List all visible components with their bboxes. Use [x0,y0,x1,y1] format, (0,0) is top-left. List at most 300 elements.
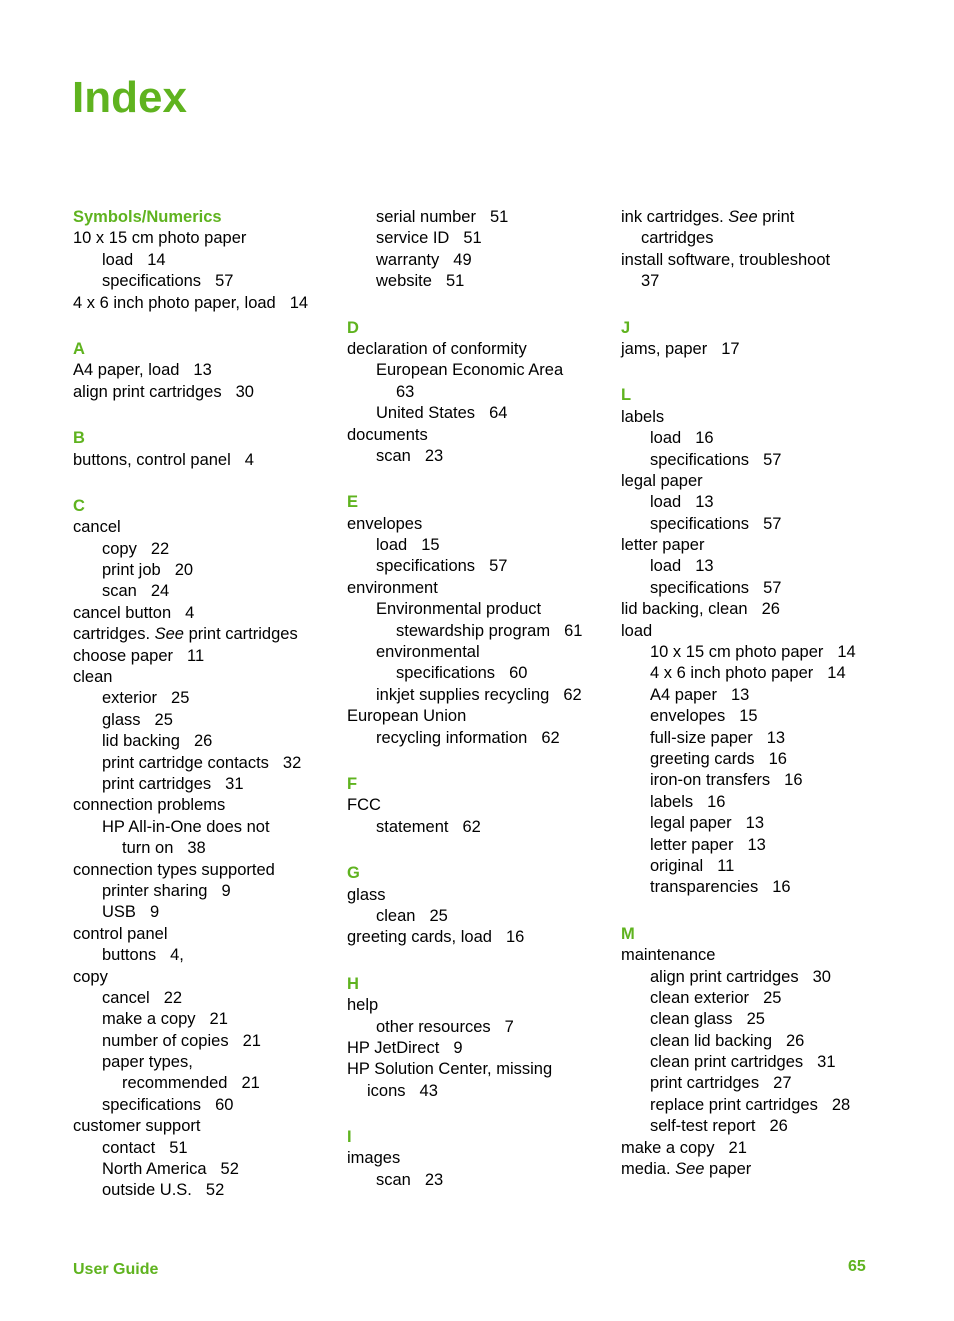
page-reference: 4 [244,450,254,469]
index-subentry [73,1073,343,1094]
index-entry [73,382,343,403]
index-subentry [73,1095,343,1116]
page-reference: 9 [221,881,231,900]
entry-text: F [347,774,358,793]
index-subentry [621,450,921,471]
index-entry-continuation [621,271,921,292]
entry-text: make a copy [621,1138,715,1157]
section-gap [347,949,617,974]
page-reference: 38 [187,839,206,858]
page-reference: 49 [453,250,472,269]
entry-text: lid backing [102,732,180,751]
page-reference: 16 [784,771,803,790]
index-entry-continuation [347,1081,617,1102]
index-entry [347,339,617,360]
index-subentry [621,685,921,706]
entry-text: contact [102,1138,156,1157]
entry-text: E [347,493,359,512]
entry-text: copy [102,539,137,558]
page-reference: 4 [185,603,195,622]
index-subentry [347,271,617,292]
index-entry [73,1116,343,1137]
entry-text: Symbols/Numerics [73,208,222,226]
index-subentry [347,446,617,467]
entry-text: warranty [376,250,440,269]
entry-text: specifications [650,578,750,597]
index-subentry [73,774,343,795]
page-reference: 9 [453,1038,463,1057]
footer-guide-title: User Guide [73,1261,159,1278]
entry-text: buttons, control panel [73,450,231,469]
index-subentry [621,967,921,988]
page-reference: 24 [150,582,170,601]
index-section-heading [621,385,921,406]
index-subentry [621,749,921,770]
entry-text: other resources [376,1017,491,1036]
page-reference: 17 [721,339,740,358]
entry-text: B [73,429,85,448]
index-entry [73,603,343,624]
page-reference: 16 [768,749,787,768]
index-subentry [347,535,617,556]
page-reference: 25 [171,689,190,708]
page-reference: 14 [827,664,846,683]
index-entry [621,1138,921,1159]
entry-text: declaration of conformity [347,339,527,358]
entry-text: paper types, [102,1053,193,1072]
section-gap [73,471,343,496]
page-reference: 14 [289,293,309,312]
index-entry [73,624,343,645]
section-gap [621,360,921,385]
entry-text: 10 x 15 cm photo paper [650,643,824,662]
index-entry [73,450,343,471]
entry-text: scan [102,582,137,601]
index-entry [73,360,343,381]
entry-text: clean exterior [650,988,750,1007]
index-entry [73,646,343,667]
entry-text: FCC [347,796,381,815]
entry-text: environmental [376,643,480,662]
index-subentry [347,642,617,663]
entry-text: A4 paper, load [73,361,180,380]
page-reference: 25 [154,710,173,729]
index-subentry [347,207,617,228]
index-subentry [621,728,921,749]
entry-text: cartridges. [73,625,155,644]
index-entry [347,706,617,727]
entry-text: I [347,1128,352,1147]
entry-text: cancel [73,518,121,537]
entry-text: documents [347,425,428,444]
page-reference: 21 [728,1138,747,1157]
index-subentry [73,1180,343,1201]
entry-text: install software, troubleshoot [621,250,831,269]
page-reference: 15 [421,536,440,555]
index-subentry [621,856,921,877]
index-subentry [621,706,921,727]
index-subentry [621,642,921,663]
entry-text: specifications [102,272,202,291]
index-entry [621,339,921,360]
entry-text: cancel [102,988,150,1007]
page-reference: 9 [149,903,160,922]
page-reference: 26 [769,1117,788,1136]
see-target: print cartridges [183,625,298,644]
entry-text: load [621,621,653,640]
entry-text: specifications [650,514,750,533]
index-subentry [347,382,617,403]
page-reference: 30 [235,382,254,401]
entry-text: M [621,924,635,943]
entry-text: A4 paper [650,685,717,704]
index-subentry [73,1159,343,1180]
page-reference: 16 [707,792,726,811]
index-entry [347,885,617,906]
entry-text: greeting cards [650,749,755,768]
index-subentry [73,560,343,581]
index-subentry [73,945,343,966]
entry-text: connection problems [73,796,226,815]
entry-text: align print cartridges [73,382,222,401]
index-subentry [347,906,617,927]
entry-text: HP JetDirect [347,1038,440,1057]
index-subentry [73,250,343,271]
page-title: Index [72,73,187,122]
section-gap [621,899,921,924]
page-reference: 16 [695,429,714,448]
entry-text: HP Solution Center, missing [347,1060,553,1079]
index-entry [347,578,617,599]
page-reference: 51 [445,272,465,291]
section-gap [73,403,343,428]
page-reference: 15 [739,707,758,726]
see-target: print [757,208,795,226]
page-reference: 20 [174,561,194,580]
entry-text: outside U.S. [102,1181,192,1200]
entry-text: print cartridges [650,1074,760,1093]
entry-text: cartridges [641,229,714,248]
entry-text: letter paper [650,835,734,854]
entry-text: inkjet supplies recycling [376,685,550,704]
page-reference: 13 [695,557,714,576]
entry-text: glass [347,885,386,904]
index-subentry [73,581,343,602]
index-entry [73,667,343,688]
index-subentry [73,1052,343,1073]
index-section-heading [347,774,617,795]
section-gap [621,293,921,318]
index-entry [347,514,617,535]
entry-text: clean [73,668,113,687]
page-reference: 25 [429,906,448,925]
entry-text: specifications [396,664,496,683]
page-reference: 23 [424,446,444,465]
entry-text: HP All-in-One does not [102,817,270,836]
index-subentry [621,1031,921,1052]
entry-text: help [347,996,379,1015]
index-section-heading [73,428,343,449]
index-entry [73,795,343,816]
entry-text: clean lid backing [650,1031,772,1050]
section-gap [73,314,343,339]
entry-text: printer sharing [102,881,208,900]
entry-text: specifications [102,1095,202,1114]
index-entry [621,945,921,966]
index-subentry [621,813,921,834]
see-target: paper [704,1160,752,1179]
index-entry [73,228,343,249]
entry-text: legal paper [621,471,703,490]
entry-text: maintenance [621,946,716,965]
index-entry [347,1059,617,1080]
entry-text: website [376,272,432,291]
index-entry [347,927,617,948]
index-entry [347,1148,617,1169]
entry-text: control panel [73,924,168,943]
entry-text: specifications [376,557,476,576]
index-subentry [621,428,921,449]
index-entry [73,860,343,881]
entry-text: load [376,536,408,555]
entry-text: replace print cartridges [650,1095,818,1114]
page-reference: 26 [193,732,213,751]
see-reference: See [154,625,184,644]
entry-text: serial number [376,208,476,226]
entry-text: A [73,339,85,358]
page-reference: 22 [163,988,183,1007]
index-subentry [73,902,343,923]
entry-text: labels [650,792,694,811]
index-section-heading [347,492,617,513]
entry-text: 4 x 6 inch photo paper [650,664,814,683]
entry-text: images [347,1149,401,1168]
page-reference: 13 [747,835,766,854]
index-subentry [73,1138,343,1159]
index-subentry [621,792,921,813]
index-subentry [73,881,343,902]
index-section-heading [73,496,343,517]
page-reference: 57 [215,272,234,291]
entry-text: load [650,429,682,448]
index-entry [621,535,921,556]
index-subentry [347,621,617,642]
entry-text: specifications [650,450,750,469]
page-reference: 27 [773,1074,792,1093]
page-reference: 21 [242,1031,261,1050]
page-reference: 51 [169,1138,188,1157]
page-reference: 21 [209,1010,228,1029]
page-reference: 16 [772,878,791,897]
index-subentry [347,599,617,620]
entry-text: glass [102,710,141,729]
page-reference: 60 [509,664,528,683]
entry-text: full-size paper [650,728,753,747]
page-reference: 64 [489,404,508,423]
index-subentry [347,1170,617,1191]
index-subentry [73,817,343,838]
entry-text: H [347,974,359,993]
page-reference: 52 [205,1181,225,1200]
index-section-heading [347,318,617,339]
page-reference: 13 [745,814,765,833]
entry-text: print cartridge contacts [102,753,269,772]
index-subentry [73,539,343,560]
index-subentry [347,685,617,706]
index-subentry [347,1017,617,1038]
index-section-heading [347,1127,617,1148]
section-gap [347,293,617,318]
index-subentry [621,877,921,898]
index-subentry [347,403,617,424]
index-subentry [73,1031,343,1052]
entry-text: United States [376,404,476,423]
entry-text: J [621,318,631,337]
index-column-3 [621,207,921,1180]
index-entry [73,924,343,945]
entry-text: greeting cards, load [347,928,492,947]
index-subentry [621,492,921,513]
page-reference: 51 [489,208,509,226]
entry-text: envelopes [650,707,726,726]
index-subentry [621,663,921,684]
entry-text: USB [102,903,136,922]
index-subentry [621,556,921,577]
index-subentry [73,688,343,709]
entry-text: transparencies [650,878,759,897]
index-subentry [347,663,617,684]
index-subentry [73,710,343,731]
entry-text: connection types supported [73,860,275,879]
entry-text: clean print cartridges [650,1053,804,1072]
index-entry [621,599,921,620]
entry-text: North America [102,1160,207,1179]
index-subentry [347,360,617,381]
entry-text: 4 x 6 inch photo paper, load [73,293,276,312]
entry-text: load [650,557,682,576]
page-reference: 62 [462,817,481,836]
entry-text: cancel button [73,603,172,622]
entry-text: letter paper [621,536,705,555]
index-entry [73,967,343,988]
page-reference: 26 [786,1031,805,1050]
index-section-heading [621,924,921,945]
see-reference: See [728,208,758,226]
index-subentry [621,1073,921,1094]
entry-text: print cartridges [102,774,212,793]
entry-text: G [347,864,360,883]
entry-text: ink cartridges. [621,208,729,226]
index-subentry [347,556,617,577]
section-gap [347,838,617,863]
page-reference: 57 [763,450,782,469]
page-reference: 23 [424,1170,444,1189]
entry-text: scan [376,1170,411,1189]
entry-text: copy [73,967,108,986]
entry-text: legal paper [650,814,732,833]
page-reference: 32 [282,753,302,772]
entry-text: recycling information [376,728,528,747]
index-subentry [347,250,617,271]
page-reference: 31 [817,1053,836,1072]
entry-text: buttons [102,946,157,965]
index-entry [621,250,921,271]
entry-text: C [73,496,85,515]
page-reference: 4, [170,946,184,965]
entry-text: recommended [122,1074,228,1093]
index-subentry [621,835,921,856]
entry-text: European Economic Area [376,361,564,380]
page-reference: 28 [831,1095,851,1114]
entry-text: iron-on transfers [650,771,771,790]
index-subentry [621,1052,921,1073]
entry-text: number of copies [102,1031,229,1050]
entry-text: load [650,493,682,512]
index-entry [73,293,343,314]
index-entry [73,517,343,538]
entry-text: lid backing, clean [621,600,748,619]
index-subentry [621,514,921,535]
index-subentry [621,578,921,599]
entry-text: customer support [73,1117,201,1136]
entry-text: Environmental product [376,600,542,619]
page-reference: 62 [541,728,560,747]
index-subentry [73,753,343,774]
index-column-2 [347,207,617,1191]
page-reference: 13 [766,728,786,747]
entry-text: icons [367,1081,406,1100]
page-reference: 11 [717,856,735,875]
page-reference: 11 [187,646,205,665]
page-reference: 14 [147,250,166,269]
page-reference: 57 [489,557,508,576]
page-reference: 22 [150,539,170,558]
entry-text: turn on [122,839,174,858]
entry-text: statement [376,817,449,836]
entry-text: media. [621,1160,676,1179]
section-gap [347,749,617,774]
entry-text: print job [102,561,161,580]
index-entry [347,795,617,816]
page-reference: 61 [564,621,583,640]
index-subentry [73,731,343,752]
page-reference: 16 [505,928,525,947]
page-reference: 57 [763,578,782,597]
see-reference: See [675,1160,705,1179]
page-reference: 14 [837,643,856,662]
entry-text: D [347,318,359,337]
page-reference: 51 [463,229,482,248]
index-entry [621,621,921,642]
index-section-heading [621,318,921,339]
entry-text: L [621,386,632,405]
index-subentry [621,988,921,1009]
index-entry [621,1159,921,1180]
index-entry [347,995,617,1016]
index-subentry [621,1009,921,1030]
entry-text: clean [376,906,416,925]
entry-text: stewardship program [396,621,551,640]
page-reference: 62 [563,685,582,704]
entry-text: envelopes [347,514,423,533]
entry-text: 10 x 15 cm photo paper [73,229,247,248]
entry-text: clean glass [650,1010,733,1029]
index-subentry [73,271,343,292]
entry-text: exterior [102,689,158,708]
page-reference: 13 [730,685,750,704]
entry-text: environment [347,578,438,597]
index-subentry [73,1009,343,1030]
